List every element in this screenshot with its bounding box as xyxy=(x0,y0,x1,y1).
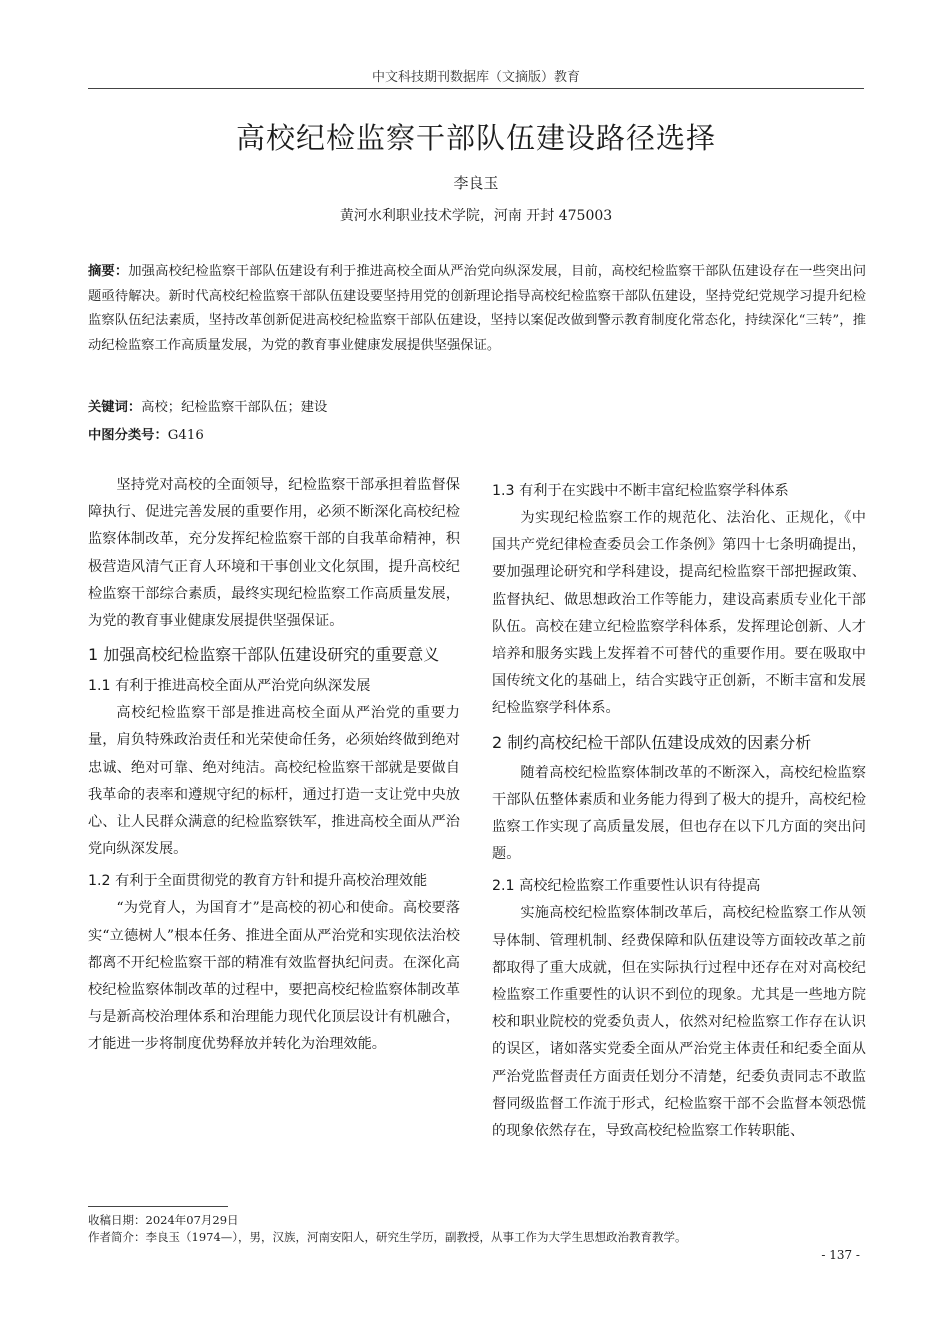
page-number: - 137 - xyxy=(821,1248,860,1262)
paragraph-1-2: “为党育人，为国育才”是高校的初心和使命。高校要落实“立德树人”根本任务、推进全面从严治党和实现依法治校都离不开纪检监察干部的精准有效监督执纪问责。在深化高校纪检监察体制改革的过程中，要把高校纪检监察体制改革与是新高校治理体系和治理能力现代化顶层设计有机融合，才能进一步将制度优势释放并转化为治理效能。 xyxy=(88,900,460,1053)
article-title: 高校纪检监察干部队伍建设路径选择 xyxy=(235,121,716,155)
section-heading-1: 1 加强高校纪检监察干部队伍建设研究的重要意义 xyxy=(88,645,440,665)
left-column xyxy=(88,472,460,1059)
keywords-text: 高校；纪检监察干部队伍；建设 xyxy=(141,400,328,415)
author-name: 李良玉 xyxy=(453,174,499,192)
abstract xyxy=(88,260,866,358)
keywords xyxy=(88,396,866,415)
footnote-rule xyxy=(88,1206,228,1207)
section-heading-2: 2 制约高校纪检干部队伍建设成效的因素分析 xyxy=(492,732,812,752)
author-affiliation: 黄河水利职业技术学院，河南 开封 475003 xyxy=(339,208,613,224)
section-heading-1-1: 1.1 有利于推进高校全面从严治党向纵深发展 xyxy=(88,678,371,695)
right-column xyxy=(492,472,866,1145)
clc-label: 中图分类号： xyxy=(88,428,168,443)
paragraph-1-3: 为实现纪检监察工作的规范化、法治化、正规化，《中国共产党纪律检查委员会工作条例》第四十七条明确提出，要加强理论研究和学科建设，提高纪检监察干部把握政策、监督执纪、做思想政治工作等能力，建设高素质专业化干部队伍。高校在建立纪检监察学科体系，发挥理论创新、人才培养和服务实践上发挥着不可替代的重要作用。要在吸取中国传统文化的基础上，结合实践守正创新，不断丰富和发展纪检监察学科体系。 xyxy=(492,510,866,717)
classification-number xyxy=(88,424,866,443)
section-heading-2-1: 2.1 高校纪检监察工作重要性认识有待提高 xyxy=(492,878,761,895)
section-heading-1-3: 1.3 有利于在实践中不断丰富纪检监察学科体系 xyxy=(492,483,789,499)
intro-paragraph: 坚持党对高校的全面领导，纪检监察干部承担着监督保障执行、促进完善发展的重要作用，必须不断深化高校纪检监察体制改革，充分发挥纪检监察干部的自我革命精神，积极营造风清气正育人环境和干事创业文化氛围，提升高校纪检监察干部综合素质，最终实现纪检监察工作高质量发展，为党的教育事业健康发展提供坚强保证。 xyxy=(88,477,460,630)
abstract-label: 摘要： xyxy=(88,264,129,279)
received-date: 收稿日期：2024年07月29日 xyxy=(88,1213,239,1227)
section-heading-1-2: 1.2 有利于全面贯彻党的教育方针和提升高校治理效能 xyxy=(88,873,428,890)
author-bio: 作者简介：李良玉（1974—），男，汉族，河南安阳人，研究生学历，副教授，从事工作为大学生思想政治教育教学。 xyxy=(88,1230,687,1244)
running-header: 中文科技期刊数据库（文摘版）教育 xyxy=(371,70,580,85)
keywords-label: 关键词： xyxy=(88,400,142,415)
paragraph-1-1: 高校纪检监察干部是推进高校全面从严治党的重要力量，肩负特殊政治责任和光荣使命任务，必须始终做到绝对忠诚、绝对可靠、绝对纯洁。高校纪检监察干部就是要做自我革命的表率和遵规守纪的标杆，通过打造一支让党中央放心、让人民群众满意的纪检监察铁军，推进高校全面从严治党向纵深发展。 xyxy=(88,705,460,858)
header-rule xyxy=(88,88,864,89)
abstract-text: 加强高校纪检监察干部队伍建设有利于推进高校全面从严治党向纵深发展，目前，高校纪检监察干部队伍建设存在一些突出问题亟待解决。新时代高校纪检监察干部队伍建设要坚持用党的创新理论指导高校纪检监察干部队伍建设，坚持党纪党规学习提升纪检监察队伍纪法素质，坚持改革创新促进高校纪检监察干部队伍建设，坚持以案促改做到警示教育制度化常态化，持续深化“三转”，推动纪检监察工作高质量发展，为党的教育事业健康发展提供坚强保证。 xyxy=(88,264,867,353)
paragraph-2-1: 实施高校纪检监察体制改革后，高校纪检监察工作从领导体制、管理机制、经费保障和队伍建设等方面较改革之前都取得了重大成就，但在实际执行过程中还存在对对高校纪检监察工作重要性的认识不到位的现象。尤其是一些地方院校和职业院校的党委负责人，依然对纪检监察工作存在认识的误区，诸如落实党委全面从严治党主体责任和纪委全面从严治党监督责任方面责任划分不清楚，纪委负责同志不敢监督同级监督工作流于形式，纪检监察干部不会监督本领恐慌的现象依然存在，导致高校纪检监察工作转职能、 xyxy=(492,905,866,1140)
paragraph-2: 随着高校纪检监察体制改革的不断深入，高校纪检监察干部队伍整体素质和业务能力得到了极大的提升，高校纪检监察工作实现了高质量发展，但也存在以下几方面的突出问题。 xyxy=(492,764,866,863)
clc-text: G416 xyxy=(167,428,204,443)
